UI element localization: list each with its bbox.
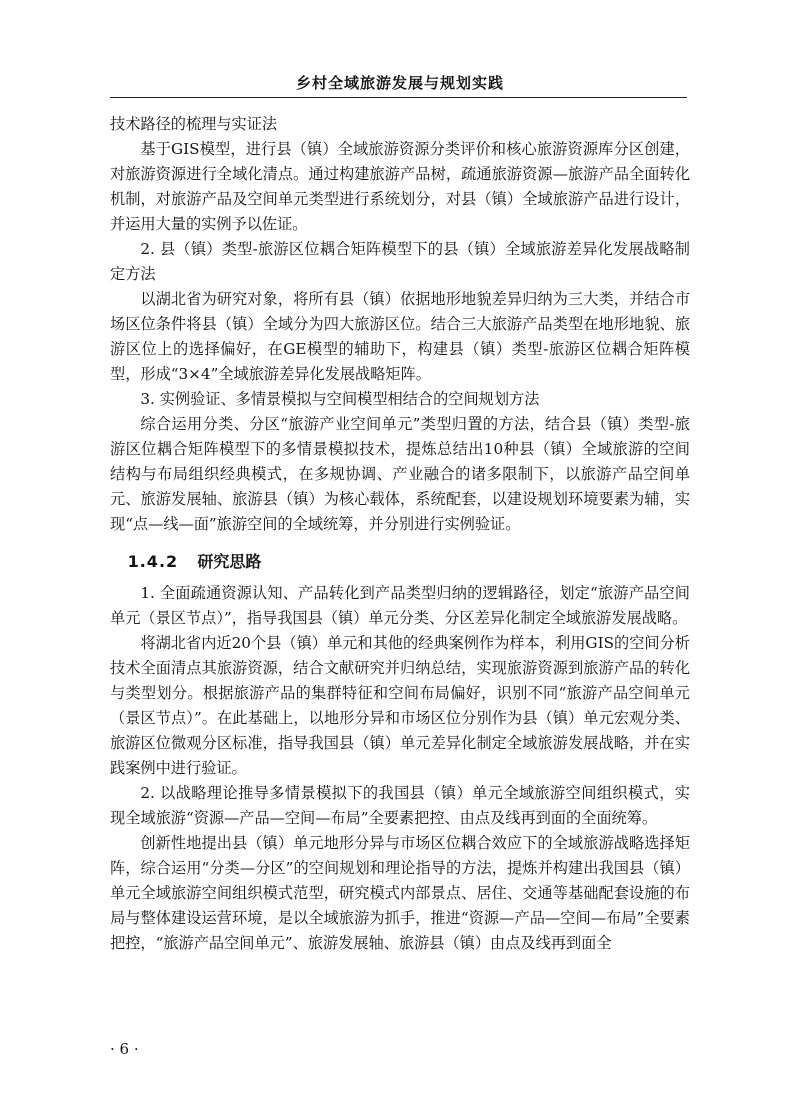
- list-item-heading: 2. 以战略理论推导多情景模拟下的我国县（镇）单元全域旅游空间组织模式，实现全域旅游“资源—产品—空间—布局”全要素把控、由点及线再到面的全面统筹。: [110, 784, 690, 827]
- paragraph: 将湖北省内近20个县（镇）单元和其他的经典案例作为样本，利用GIS的空间分析技术全面清点其旅游资源，结合文献研究并归纳总结，实现旅游资源到旅游产品的转化与类型划分。根据旅游产品的集群特征和空间布局偏好，识别不同“旅游产品空间单元（景区节点）”。在此基础上，以地形分异和市场区位分别作为县（镇）单元宏观分类、旅游区位微观分区标准，指导我国县（镇）单元差异化制定全域旅游发展战略，并在实践案例中进行验证。: [110, 634, 690, 777]
- section-number: 1.4.2: [127, 552, 179, 571]
- paragraph-continuation: 技术路径的梳理与实证法: [110, 115, 278, 133]
- section-heading: [110, 542, 690, 581]
- list-item-heading: 1. 全面疏通资源认知、产品转化到产品类型归纳的逻辑路径，划定“旅游产品空间单元（景区节点）”，指导我国县（镇）单元分类、分区差异化制定全域旅游发展战略。: [110, 584, 690, 627]
- section-title: 研究思路: [197, 552, 262, 571]
- paragraph: 综合运用分类、分区“旅游产业空间单元”类型归置的方法，结合县（镇）类型-旅游区位耦合矩阵模型下的多情景模拟技术，提炼总结出10种县（镇）全域旅游的空间结构与布局组织经典模式，在多规协调、产业融合的诸多限制下，以旅游产品空间单元、旅游发展轴、旅游县（镇）为核心载体，系统配套，以建设规划环境要素为辅，实现“点—线—面”旅游空间的全域统筹，并分别进行实例验证。: [110, 415, 690, 533]
- list-item-heading: 2. 县（镇）类型-旅游区位耦合矩阵模型下的县（镇）全域旅游差异化发展战略制定方法: [110, 240, 690, 283]
- running-header: 乡村全域旅游发展与规划实践: [295, 74, 504, 92]
- page-number: · 6 ·: [110, 1040, 139, 1058]
- paragraph: 创新性地提出县（镇）单元地形分异与市场区位耦合效应下的全域旅游战略选择矩阵，综合运用“分类—分区”的空间规划和理论指导的方法，提炼并构建出我国县（镇）单元全域旅游空间组织模式范型，研究模式内部景点、居住、交通等基础配套设施的布局与整体建设运营环境，是以全域旅游为抓手，推进“资源—产品—空间—布局”全要素把控，“旅游产品空间单元”、旅游发展轴、旅游县（镇）由点及线再到面全: [110, 834, 690, 952]
- paragraph: 基于GIS模型，进行县（镇）全域旅游资源分类评价和核心旅游资源库分区创建，对旅游资源进行全域化清点。通过构建旅游产品树，疏通旅游资源—旅游产品全面转化机制，对旅游产品及空间单元类型进行系统划分，对县（镇）全域旅游产品进行设计，并运用大量的实例予以佐证。: [110, 140, 690, 233]
- body-text: [110, 112, 690, 956]
- header-rule: [110, 97, 687, 98]
- list-item-heading: 3. 实例验证、多情景模拟与空间模型相结合的空间规划方法: [140, 390, 540, 408]
- paragraph: 以湖北省为研究对象，将所有县（镇）依据地形地貌差异归纳为三大类，并结合市场区位条件将县（镇）全域分为四大旅游区位。结合三大旅游产品类型在地形地貌、旅游区位上的选择偏好，在GE模型的辅助下，构建县（镇）类型-旅游区位耦合矩阵模型，形成“3×4”全域旅游差异化发展战略矩阵。: [110, 290, 690, 383]
